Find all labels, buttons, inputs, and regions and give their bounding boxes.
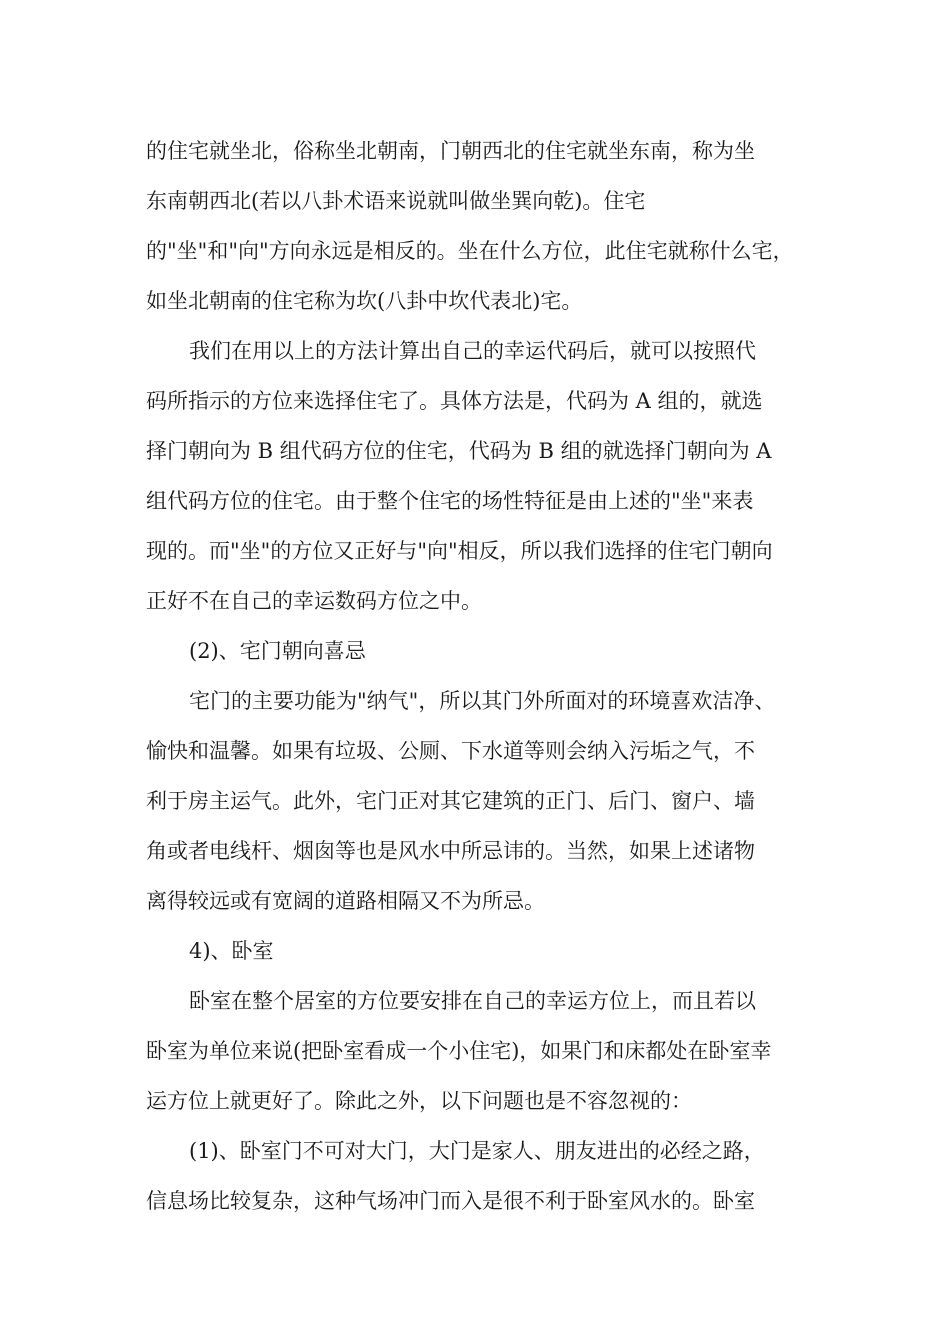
text-line: 的"坐"和"向"方向永远是相反的。坐在什么方位，此住宅就称什么宅， (146, 239, 794, 263)
text-line: 利于房主运气。此外，宅门正对其它建筑的正门、后门、窗户、墙 (146, 789, 755, 813)
text-line: 卧室为单位来说(把卧室看成一个小住宅)，如果门和床都处在卧室幸 (146, 1039, 772, 1063)
text-line: 择门朝向为 B 组代码方位的住宅，代码为 B 组的就选择门朝向为 A (146, 439, 772, 463)
text-line: 离得较远或有宽阔的道路相隔又不为所忌。 (146, 889, 545, 913)
text-line: 现的。而"坐"的方位又正好与"向"相反，所以我们选择的住宅门朝向 (146, 539, 773, 563)
text-line: 运方位上就更好了。除此之外，以下问题也是不容忽视的： (146, 1089, 692, 1113)
section-heading: (2)、宅门朝向喜忌 (189, 639, 366, 663)
text-line: 角或者电线杆、烟囱等也是风水中所忌讳的。当然，如果上述诸物 (146, 839, 755, 863)
paragraph-start-line: 我们在用以上的方法计算出自己的幸运代码后，就可以按照代 (189, 339, 756, 363)
text-line: 信息场比较复杂，这种气场冲门而入是很不利于卧室风水的。卧室 (146, 1189, 755, 1213)
paragraph-start-line: 卧室在整个居室的方位要安排在自己的幸运方位上，而且若以 (189, 989, 756, 1013)
text-line: 的住宅就坐北，俗称坐北朝南，门朝西北的住宅就坐东南，称为坐 (146, 139, 755, 163)
document-body (146, 131, 836, 1231)
paragraph-start-line: 宅门的主要功能为"纳气"，所以其门外所面对的环境喜欢洁净、 (189, 689, 776, 713)
text-line: 愉快和温馨。如果有垃圾、公厕、下水道等则会纳入污垢之气，不 (146, 739, 755, 763)
text-line: 正好不在自己的幸运数码方位之中。 (146, 589, 482, 613)
text-line: 东南朝西北(若以八卦术语来说就叫做坐巽向乾)。住宅 (146, 189, 646, 213)
text-line: 如坐北朝南的住宅称为坎(八卦中坎代表北)宅。 (146, 289, 583, 313)
paragraph-start-line: (1)、卧室门不可对大门，大门是家人、朋友进出的必经之路， (189, 1139, 765, 1163)
text-line: 组代码方位的住宅。由于整个住宅的场性特征是由上述的"坐"来表 (146, 489, 754, 513)
section-heading: 4)、卧室 (189, 939, 274, 963)
text-line: 码所指示的方位来选择住宅了。具体方法是，代码为 A 组的，就选 (146, 389, 763, 413)
